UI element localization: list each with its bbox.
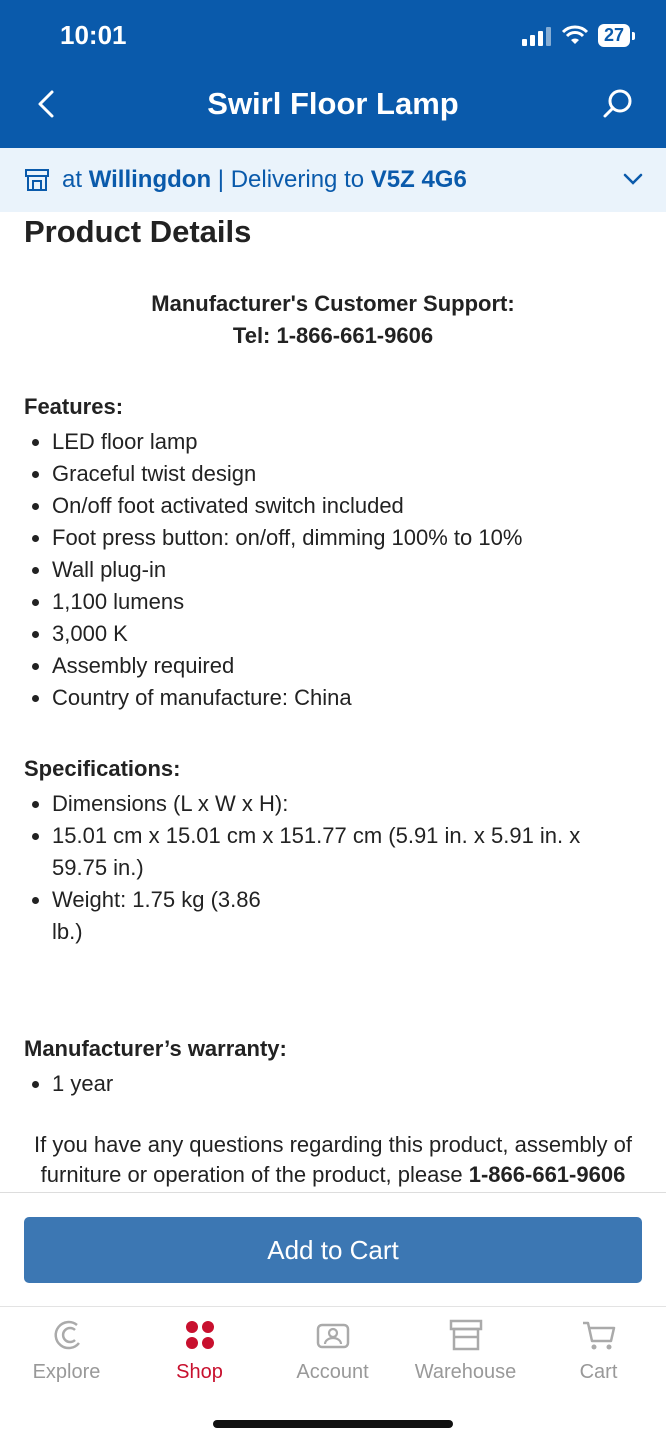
- home-indicator[interactable]: [213, 1420, 453, 1428]
- postal-code: V5Z 4G6: [370, 166, 467, 193]
- tab-explore[interactable]: [0, 1317, 133, 1384]
- store-at-label: at: [62, 166, 83, 193]
- list-item: • LED floor lamp: [52, 426, 642, 458]
- warehouse-icon: [448, 1317, 484, 1353]
- store-delivery-bar[interactable]: [0, 148, 666, 212]
- store-name: Willingdon: [88, 166, 212, 193]
- specifications-title: Specifications:: [24, 756, 181, 781]
- list-item: • 3,000 K: [52, 618, 642, 650]
- tab-label: Account: [296, 1361, 369, 1383]
- list-item: • Country of manufacture: China: [52, 682, 642, 714]
- tab-shop[interactable]: [133, 1317, 266, 1384]
- store-separator: |: [217, 166, 225, 193]
- signal-icon: [522, 26, 552, 46]
- specifications-list: [24, 788, 642, 948]
- paragraph-text: If you have any questions regarding this product, assembly of furniture or operation of the product, please: [33, 1132, 632, 1187]
- warranty-title: Manufacturer’s warranty:: [24, 1036, 287, 1061]
- tab-label: Cart: [579, 1361, 618, 1383]
- status-time: 10:01: [60, 20, 127, 50]
- list-item: • Foot press button: on/off, dimming 100% to 10%: [52, 522, 642, 554]
- tab-warehouse[interactable]: [399, 1317, 532, 1384]
- bottom-tab-bar: [0, 1306, 666, 1441]
- explore-icon: [49, 1317, 85, 1353]
- list-item: • 15.01 cm x 15.01 cm x 151.77 cm (5.91 in. x 5.91 in. x 59.75 in.): [52, 820, 642, 884]
- tab-label: Shop: [176, 1361, 223, 1383]
- features-title: Features:: [24, 394, 124, 419]
- manufacturer-support: [24, 288, 642, 352]
- tab-label: Explore: [32, 1361, 101, 1383]
- status-icons: [522, 24, 630, 47]
- app-header: [0, 0, 666, 148]
- list-item: • Weight: 1.75 kg (3.86 lb.): [52, 884, 282, 948]
- list-item: • 1 year: [52, 1068, 642, 1100]
- tab-label: Warehouse: [414, 1361, 517, 1383]
- page-title: Swirl Floor Lamp: [207, 86, 459, 121]
- tab-cart[interactable]: [532, 1317, 665, 1384]
- add-to-cart-bar: [0, 1192, 666, 1307]
- add-to-cart-button[interactable]: Add to Cart: [24, 1217, 642, 1283]
- store-icon: [24, 167, 50, 193]
- support-phone: Tel: 1-866-661-9606: [232, 323, 434, 348]
- search-icon[interactable]: [600, 86, 636, 122]
- support-title: Manufacturer's Customer Support:: [151, 291, 515, 316]
- delivering-label: Delivering to: [230, 166, 365, 193]
- chevron-down-icon[interactable]: [622, 168, 644, 190]
- list-item: • Assembly required: [52, 650, 642, 682]
- list-item: • 1,100 lumens: [52, 586, 642, 618]
- cart-icon: [581, 1317, 617, 1353]
- product-details-heading: Product Details: [24, 214, 252, 249]
- list-item: • Wall plug-in: [52, 554, 642, 586]
- wifi-icon: [562, 26, 588, 46]
- battery-indicator: 27: [598, 24, 630, 47]
- list-item: • On/off foot activated switch included: [52, 490, 642, 522]
- product-details-content[interactable]: [24, 212, 642, 1192]
- list-item: • Dimensions (L x W x H):: [52, 788, 642, 820]
- paragraph-phone: 1-866-661-9606: [468, 1162, 626, 1187]
- tab-account[interactable]: [266, 1317, 399, 1384]
- warranty-list: [24, 1068, 642, 1100]
- account-icon: [315, 1317, 351, 1353]
- features-list: [24, 426, 642, 714]
- list-item: • Graceful twist design: [52, 458, 642, 490]
- shop-icon: [182, 1317, 218, 1353]
